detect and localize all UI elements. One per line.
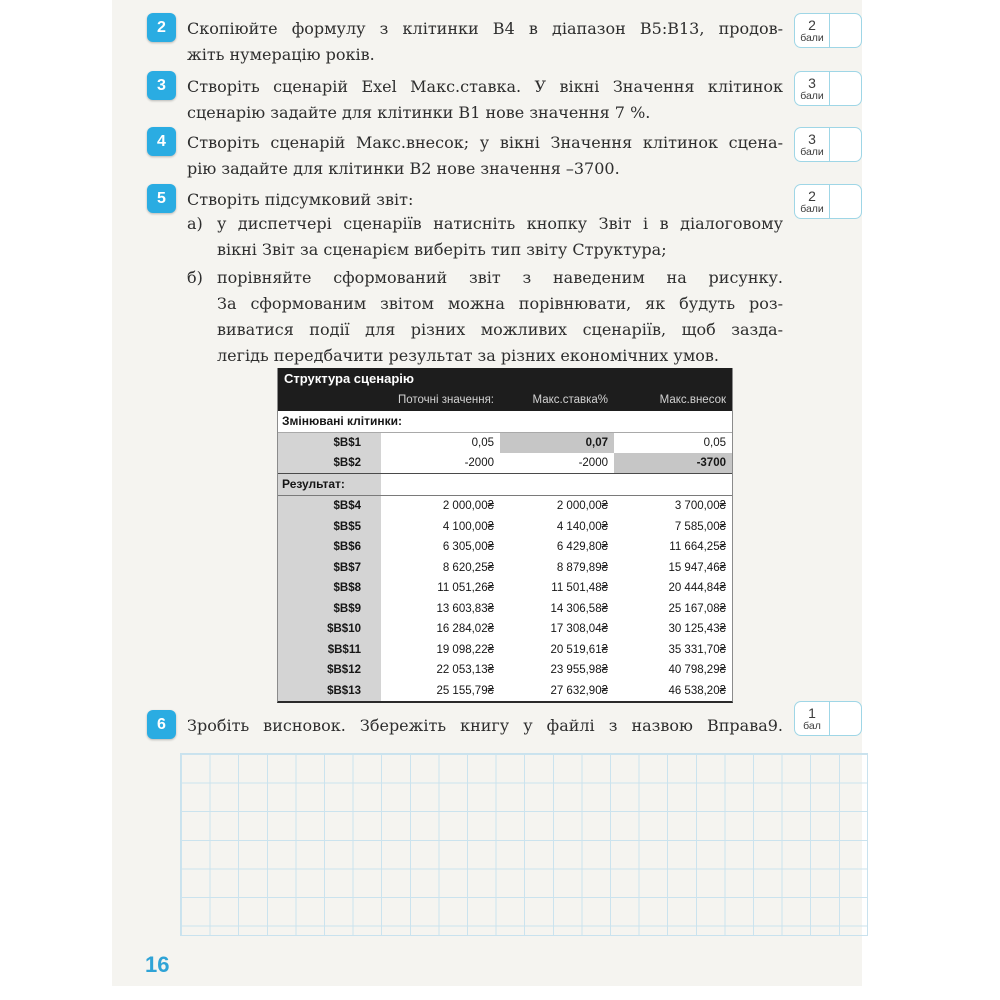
table-cell: 15 947,46₴ [668,561,726,574]
table-row-label: $B$6 [278,537,381,558]
task-3-score-box [794,71,862,106]
task-2-badge: 2 [147,13,176,42]
table-row [278,578,732,599]
table-cell: 16 284,02₴ [436,623,494,635]
table-cell: 2 000,00₴ [556,500,608,512]
table-column-headers [278,390,732,411]
table-row-label: $B$11 [278,640,381,661]
task-6-badge: 6 [147,710,176,739]
table-cell: 11 501,48₴ [551,582,608,594]
table-row [278,433,732,453]
table-cell: 27 632,90₴ [550,684,608,697]
task-2-line-1: Скопіюйте формулу з клітинки B4 в діапазон B5:B13, продов- [187,19,783,38]
task-3-badge: 3 [147,71,176,100]
table-cell: 0,07 [500,433,614,453]
task-4-badge: 4 [147,127,176,156]
task-2-score-box [794,13,862,48]
task-4-line-1: Створіть сценарій Макс.внесок; у вікні Значення клітинок сцена- [187,133,783,152]
score-answer-cell [830,72,861,105]
score-unit: бали [800,202,824,215]
score-value: 2 [808,187,816,204]
task-5b-line-3: виватися події для різних можливих сценаріїв, щоб зазда- [217,320,783,339]
score-label-cell [795,128,830,161]
table-cell: 46 538,20₴ [668,684,726,697]
table-col-header-maxdeposit: Макс.внесок [659,394,726,406]
table-cell: 20 444,84₴ [668,582,726,594]
table-cell: 35 331,70₴ [668,643,726,656]
score-answer-cell [830,128,861,161]
table-cell: -3700 [614,453,732,473]
task-5a-label: а) [187,214,203,233]
score-answer-cell [830,702,861,735]
table-row-label: $B$12 [278,660,381,681]
score-unit: бали [800,145,824,158]
table-section-changing-label: Змінювані клітинки: [282,414,403,428]
table-row [278,619,732,640]
task-6-line-1: Зробіть висновок. Збережіть книгу у файлі з назвою Вправа9. [187,716,783,735]
table-col-header-empty [278,390,381,411]
table-cell: 22 053,13₴ [436,664,494,676]
table-cell: 4 100,00₴ [442,520,494,533]
table-row-label: $B$13 [278,681,381,702]
table-row [278,453,732,473]
score-value: 3 [808,74,816,91]
writing-grid-paper [180,753,868,936]
score-unit: бал [803,719,821,732]
table-row [278,496,732,517]
table-col-header-current: Поточні значення: [397,394,494,406]
table-cell: 19 098,22₴ [436,643,494,656]
task-4-line-2: рію задайте для клітинки B2 нове значення –3700. [187,159,620,178]
table-section-result-label: Результат: [278,474,381,495]
table-row [278,517,732,538]
table-row-label: $B$2 [278,453,381,473]
table-cell: 6 429,80₴ [556,541,608,553]
table-row [278,537,732,558]
task-6-score-box [794,701,862,736]
table-row [278,681,732,702]
table-section-result [278,473,732,496]
table-cell: 2 000,00₴ [442,500,494,512]
task-4-score-box [794,127,862,162]
report-table-rows [278,411,732,701]
table-cell: 7 585,00₴ [674,520,726,533]
task-5-badge: 5 [147,184,176,213]
task-3-line-1: Створіть сценарій Exel Макс.ставка. У вікні Значення клітинок [187,77,783,96]
table-title: Структура сценарію [278,368,732,390]
table-row-label: $B$9 [278,599,381,620]
table-section-changing [278,411,732,433]
task-5a-line-2: вікні Звіт за сценарієм виберіть тип звіту Структура; [217,240,667,259]
task-5-line-1: Створіть підсумковий звіт: [187,190,414,209]
table-row [278,640,732,661]
task-5b-line-1: порівняйте сформований звіт з наведеним на рисунку. [217,268,783,287]
score-label-cell [795,14,830,47]
table-cell: 20 519,61₴ [550,643,608,656]
score-value: 2 [808,16,816,33]
table-cell: 11 664,25₴ [669,541,726,553]
score-unit: бали [800,31,824,44]
table-row-label: $B$7 [278,558,381,579]
task-3-line-2: сценарію задайте для клітинки B1 нове значення 7 %. [187,103,651,122]
table-cell: 8 879,89₴ [556,561,608,574]
table-row-label: $B$5 [278,517,381,538]
table-cell: 0,05 [471,437,494,449]
score-answer-cell [830,14,861,47]
table-row-label: $B$1 [278,433,381,453]
score-label-cell [795,185,830,218]
table-cell: -2000 [464,457,494,469]
score-value: 1 [808,704,816,721]
table-cell: 25 155,79₴ [436,684,494,697]
task-5b-label: б) [187,268,203,287]
score-unit: бали [800,89,824,102]
table-cell: 30 125,43₴ [668,623,726,635]
scenario-report-table [277,368,733,703]
table-cell: 23 955,98₴ [550,664,608,676]
table-cell: 3 700,00₴ [674,500,726,512]
table-cell: 4 140,00₴ [556,520,608,533]
table-cell: 14 306,58₴ [550,602,608,615]
table-row-label: $B$10 [278,619,381,640]
table-cell: 6 305,00₴ [442,541,494,553]
score-answer-cell [830,185,861,218]
table-cell: 17 308,04₴ [550,623,608,635]
table-row-label: $B$4 [278,496,381,517]
task-2-line-2: жіть нумерацію років. [187,45,375,64]
table-row [278,660,732,681]
task-5b-line-4: легідь передбачити результат за різних економічних умов. [217,346,719,365]
score-label-cell [795,702,830,735]
table-row-label: $B$8 [278,578,381,599]
table-col-header-maxrate: Макс.ставка% [532,394,608,406]
table-row [278,599,732,620]
score-label-cell [795,72,830,105]
task-5b-line-2: За сформованим звітом можна порівнювати, як будуть роз- [217,294,783,313]
table-cell: 13 603,83₴ [436,602,494,615]
table-cell: 11 051,26₴ [437,582,494,594]
table-cell: 40 798,29₴ [668,664,726,676]
page-number: 16 [145,952,170,977]
table-cell: 25 167,08₴ [668,602,726,615]
task-5-score-box [794,184,862,219]
table-cell: -2000 [578,457,608,469]
task-5a-line-1: у диспетчері сценаріїв натисніть кнопку Звіт і в діалоговому [217,214,783,233]
table-cell: 8 620,25₴ [442,561,494,574]
table-row [278,558,732,579]
score-value: 3 [808,130,816,147]
table-cell: 0,05 [703,437,726,449]
